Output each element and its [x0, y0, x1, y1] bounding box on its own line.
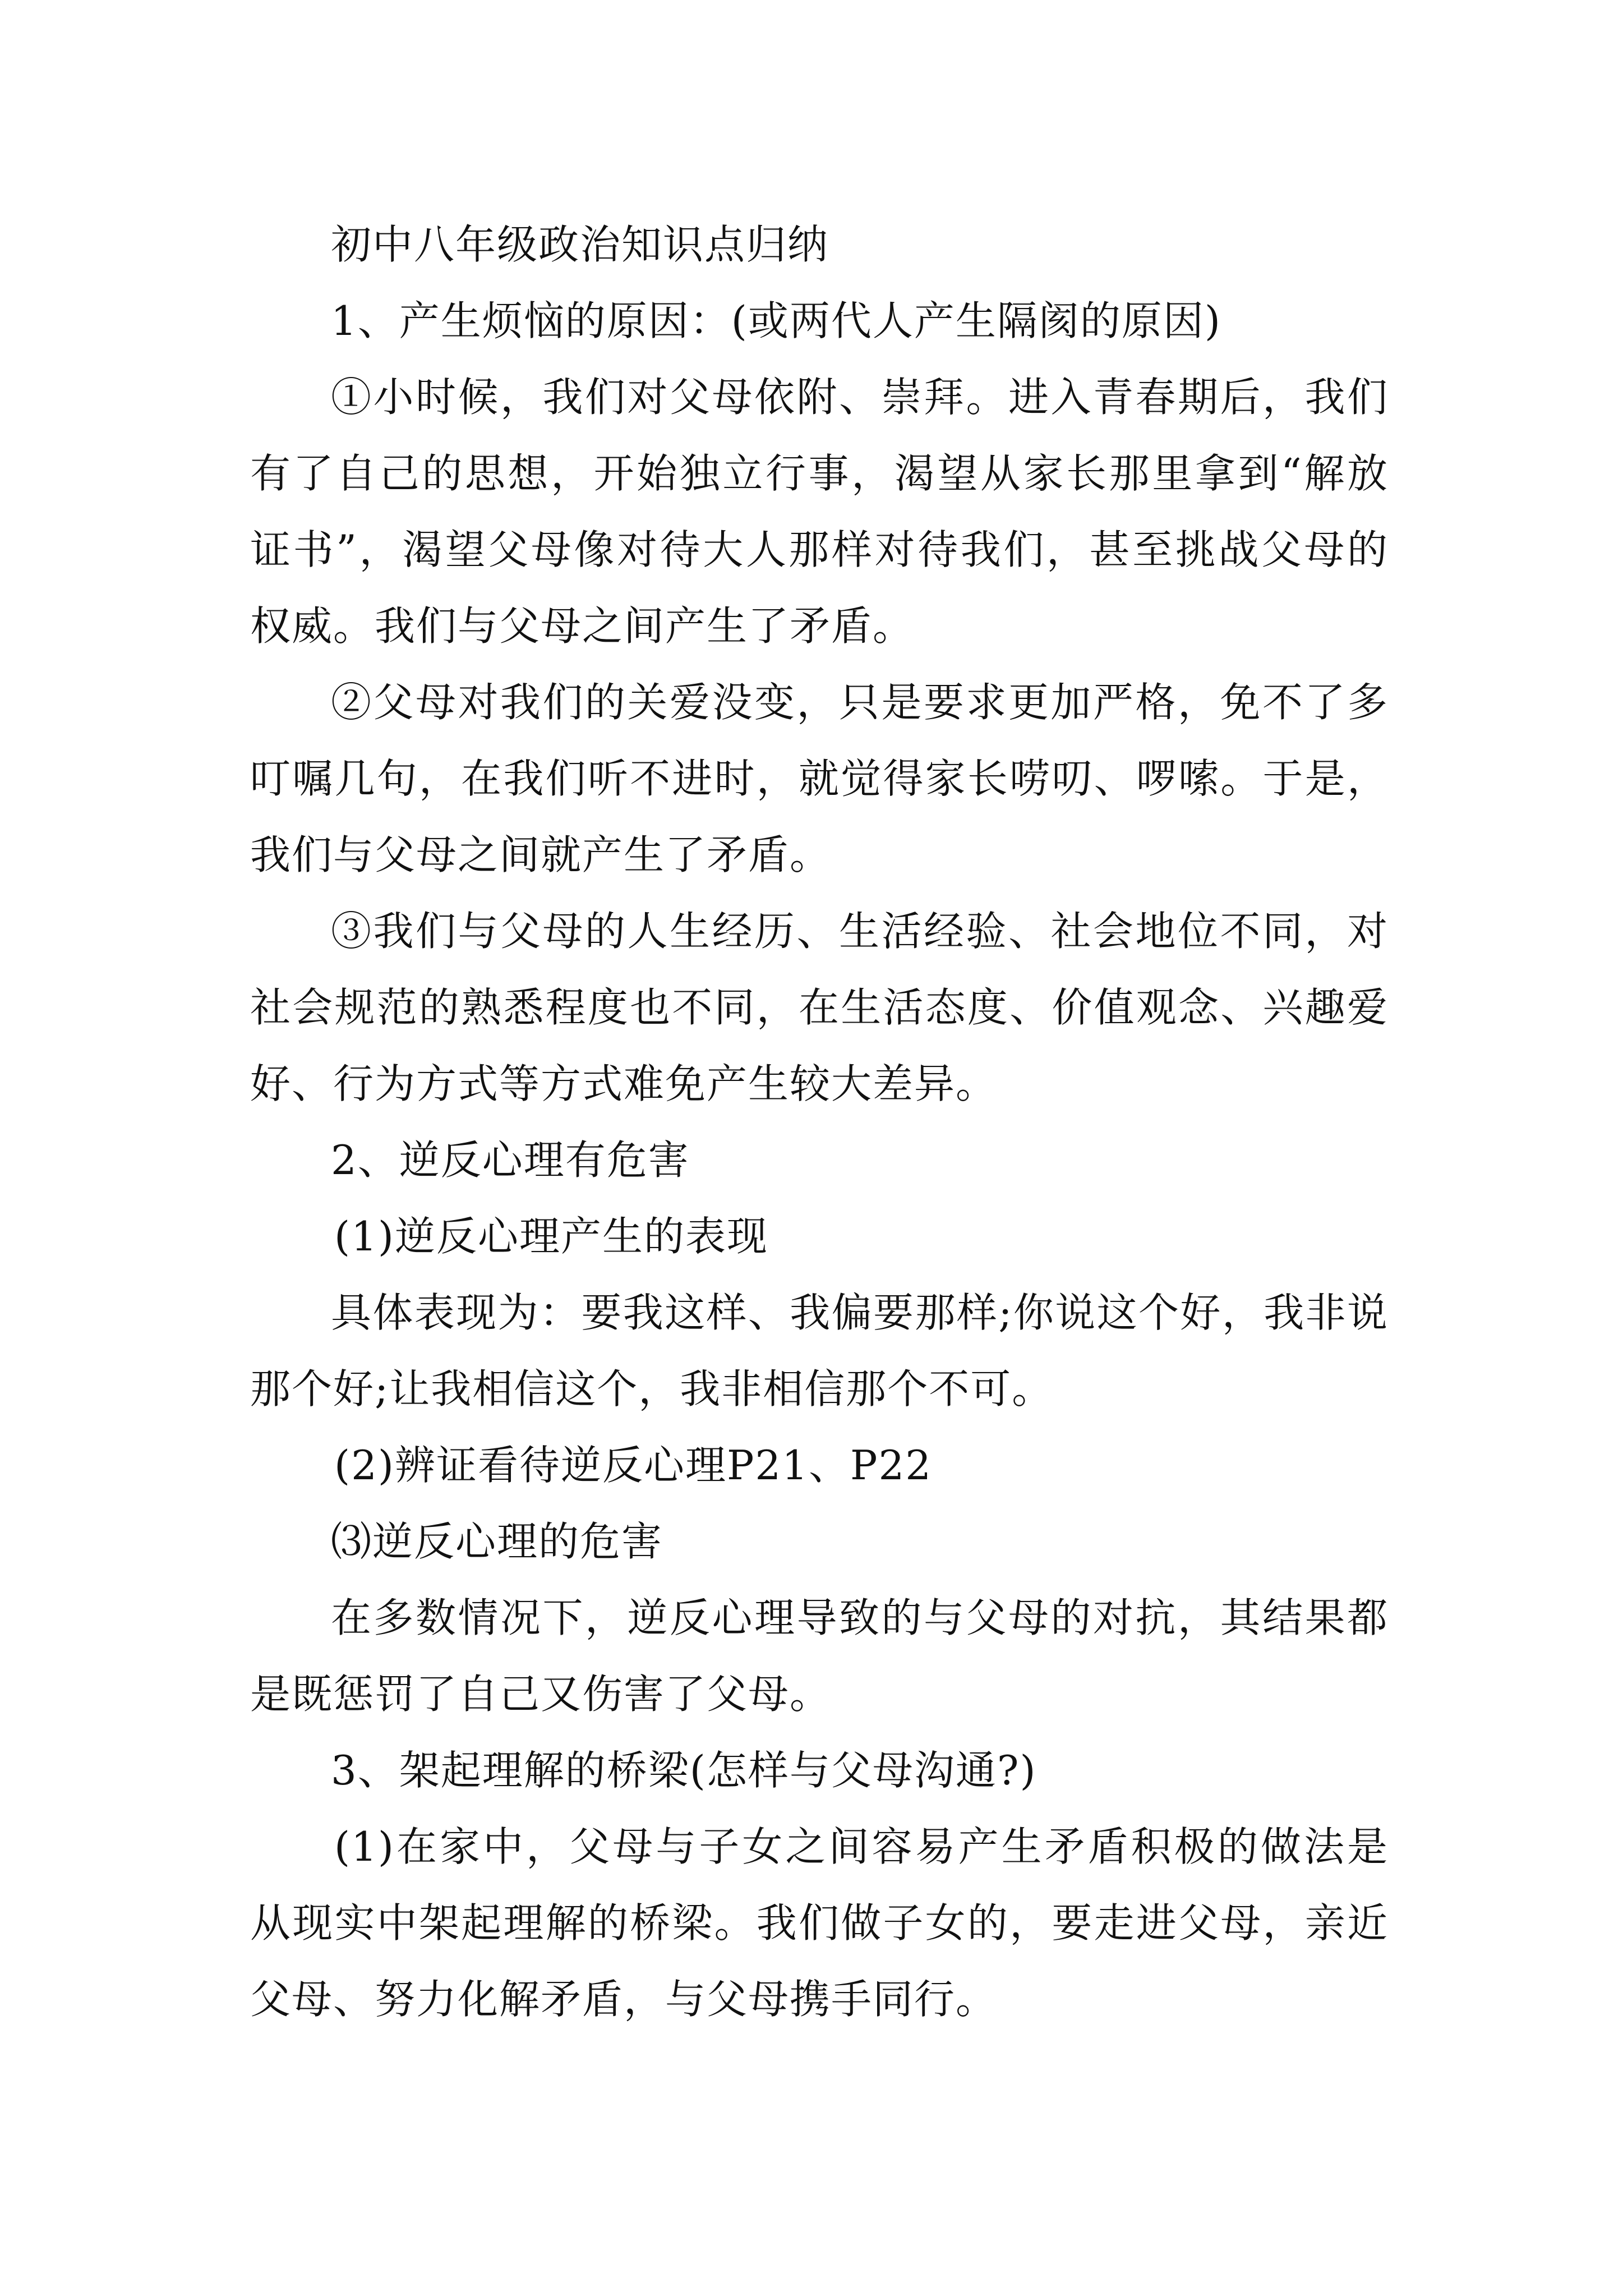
- paragraph-reason-1: ①小时候，我们对父母依附、崇拜。进入青春期后，我们有了自己的思想，开始独立行事，渴望从家长那里拿到“解放证书”，渴望父母像对待大人那样对待我们，甚至挑战父母的权威。我们与父母之间产生了矛盾。: [250, 374, 1389, 650]
- document-body: [250, 206, 1389, 2037]
- paragraph-subheading-1: (1)逆反心理产生的表现: [334, 1213, 768, 1260]
- paragraph-section-3-heading: 3、架起理解的桥梁(怎样与父母沟通?): [331, 1747, 1037, 1794]
- paragraph-harm: 在多数情况下，逆反心理导致的与父母的对抗，其结果都是既惩罚了自己又伤害了父母。: [250, 1594, 1389, 1718]
- paragraph-reason-3: ③我们与父母的人生经历、生活经验、社会地位不同，对社会规范的熟悉程度也不同，在生活态度、价值观念、兴趣爱好、行为方式等方式难免产生较大差异。: [250, 908, 1389, 1107]
- paragraph-section-1-heading: 1、产生烦恼的原因：(或两代人产生隔阂的原因): [331, 297, 1221, 344]
- paragraph-reason-2: ②父母对我们的关爱没变，只是要求更加严格，免不了多叮嘱几句，在我们听不进时，就觉得家长唠叨、啰嗦。于是，我们与父母之间就产生了矛盾。: [250, 679, 1389, 878]
- document-title: 初中八年级政治知识点归纳: [331, 221, 829, 268]
- paragraph-section-2-heading: 2、逆反心理有危害: [331, 1137, 690, 1184]
- paragraph-bridge: (1)在家中，父母与子女之间容易产生矛盾积极的做法是从现实中架起理解的桥梁。我们做子女的，要走进父母，亲近父母、努力化解矛盾，与父母携手同行。: [250, 1823, 1389, 2023]
- paragraph-subheading-3: ⑶逆反心理的危害: [331, 1518, 663, 1565]
- paragraph-manifestation: 具体表现为：要我这样、我偏要那样;你说这个好，我非说那个好;让我相信这个，我非相信那个不可。: [250, 1289, 1389, 1412]
- paragraph-subheading-2: (2)辨证看待逆反心理P21、P22: [334, 1442, 933, 1489]
